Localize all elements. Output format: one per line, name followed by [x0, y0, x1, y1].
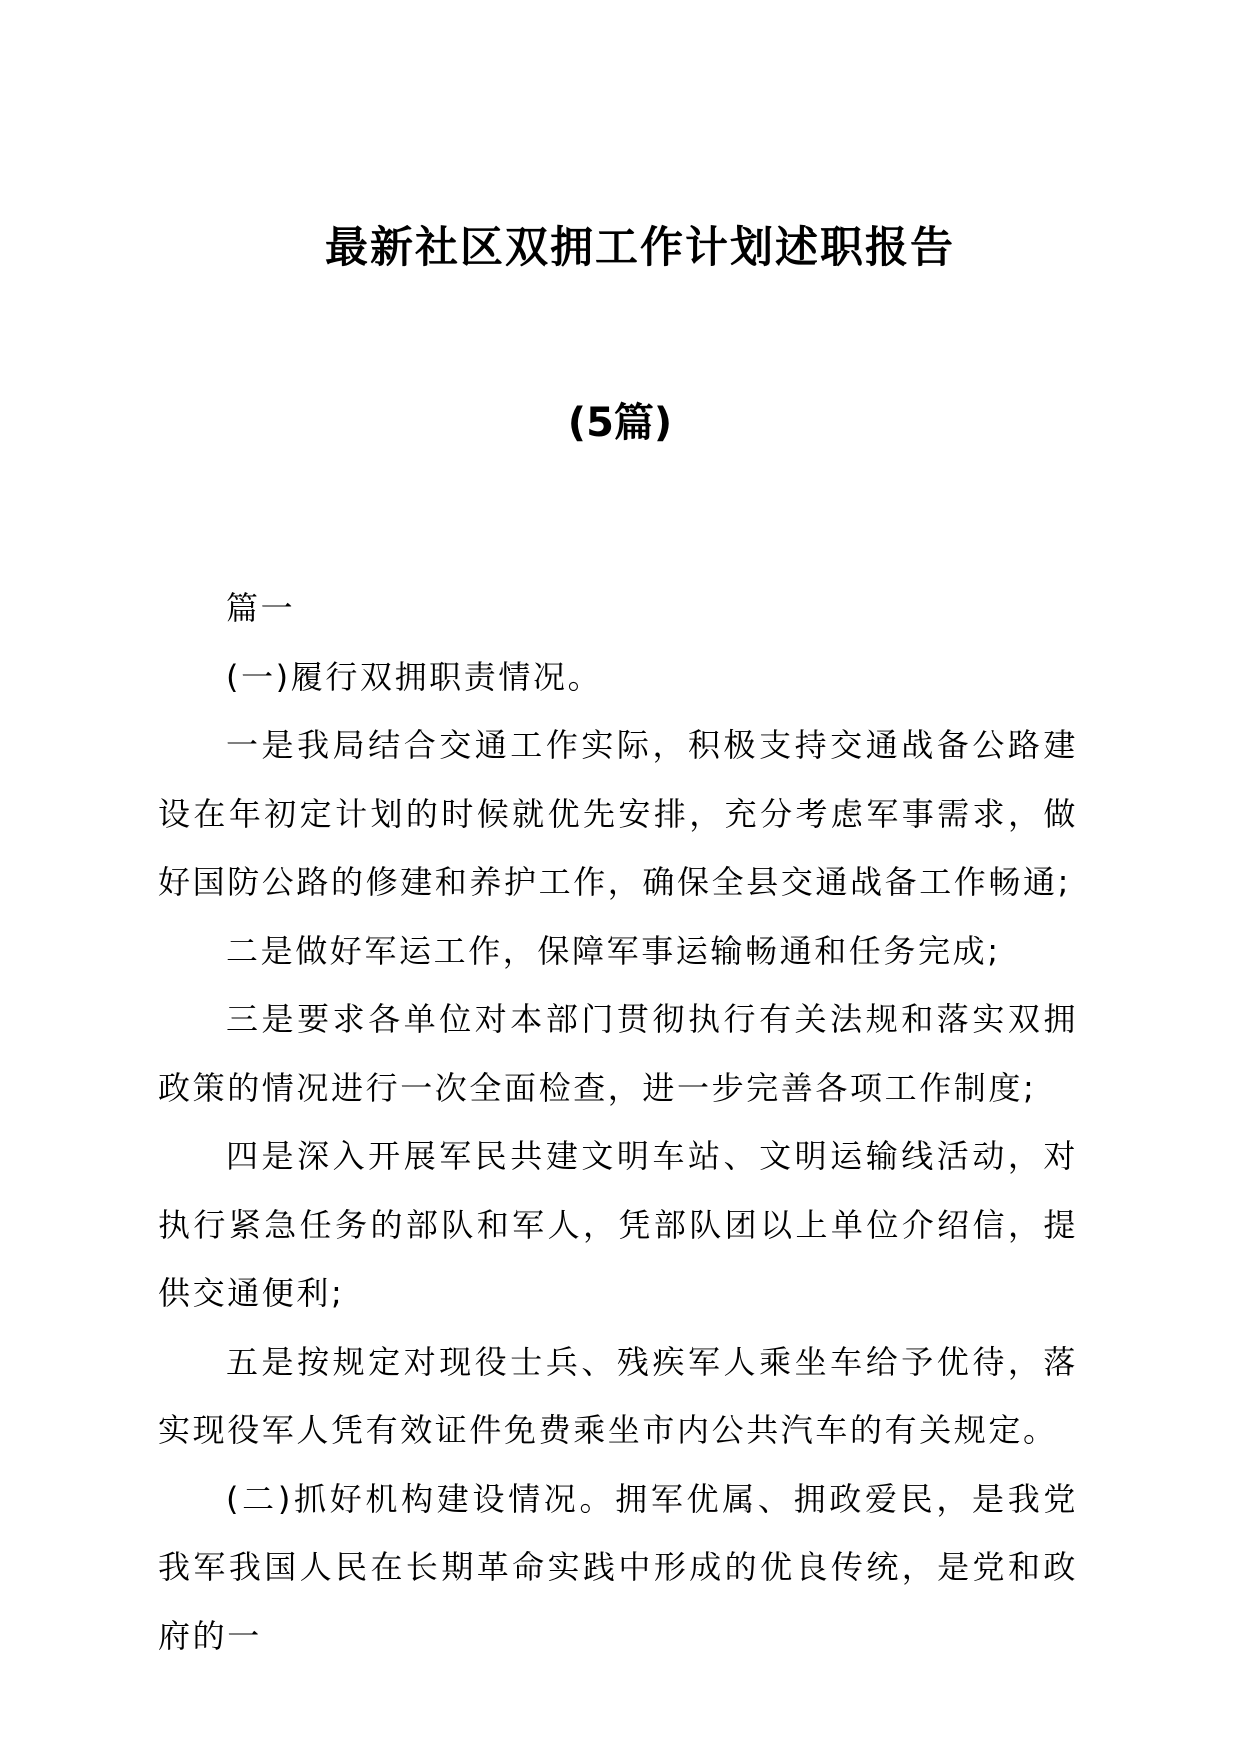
- paragraph: 三是要求各单位对本部门贯彻执行有关法规和落实双拥政策的情况进行一次全面检查，进一步完善各项工作制度;: [158, 1000, 1078, 1107]
- paragraph: 五是按规定对现役士兵、残疾军人乘坐车给予优待，落实现役军人凭有效证件免费乘坐市内公共汽车的有关规定。: [158, 1342, 1078, 1449]
- document-title: 最新社区双拥工作计划述职报告: [325, 223, 955, 273]
- section-heading: 篇一: [226, 589, 296, 627]
- document-subtitle: (5篇): [567, 400, 673, 446]
- paragraph: 四是深入开展军民共建文明车站、文明运输线活动，对执行紧急任务的部队和军人，凭部队团以上单位介绍信，提供交通便利;: [158, 1137, 1078, 1312]
- paragraph: 二是做好军运工作，保障军事运输畅通和任务完成;: [226, 931, 1001, 970]
- paragraph: (一)履行双拥职责情况。: [226, 657, 603, 696]
- document-body: [158, 574, 1078, 1670]
- paragraph: (二)抓好机构建设情况。拥军优属、拥政爱民，是我党我军我国人民在长期革命实践中形成的优良传统，是党和政府的一: [158, 1479, 1078, 1655]
- paragraph: 一是我局结合交通工作实际，积极支持交通战备公路建设在年初定计划的时候就优先安排，充分考虑军事需求，做好国防公路的修建和养护工作，确保全县交通战备工作畅通;: [158, 726, 1078, 901]
